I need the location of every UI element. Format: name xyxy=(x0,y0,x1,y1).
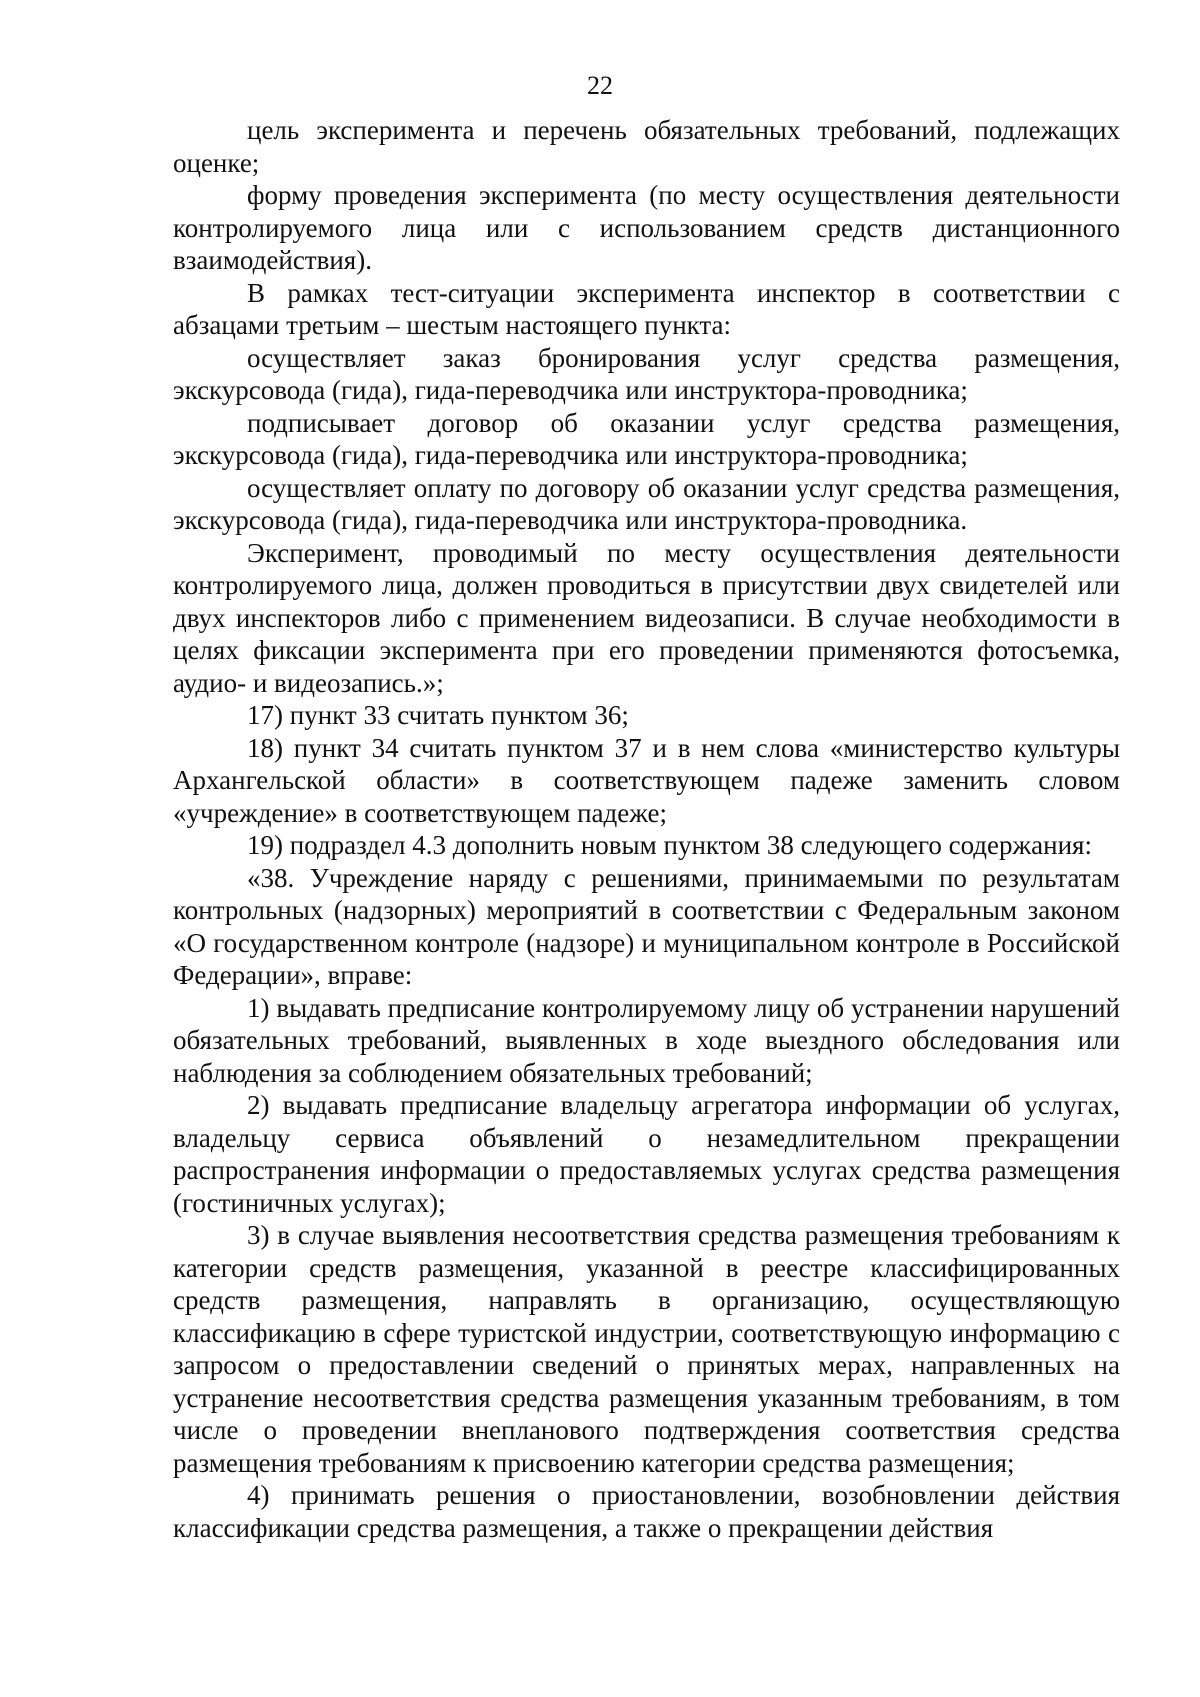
paragraph: 1) выдавать предписание контролируемому лицу об устранении нарушений обязательных требований, выявленных в ходе выездного обследования или наблюдения за соблюдением обязательных требований; xyxy=(173,992,1120,1088)
paragraph: подписывает договор об оказании услуг средства размещения, экскурсовода (гида), гида-переводчика или инструктора-проводника; xyxy=(173,407,1120,470)
paragraph: осуществляет заказ бронирования услуг средства размещения, экскурсовода (гида), гида-переводчика или инструктора-проводника; xyxy=(173,342,1120,405)
page-number: 22 xyxy=(587,71,613,100)
paragraph: цель эксперимента и перечень обязательных требований, подлежащих оценке; xyxy=(173,115,1120,178)
paragraph: 18) пункт 34 считать пунктом 37 и в нем слова «министерство культуры Архангельской области» в соответствующем падеже заменить словом «учреждение» в соответствующем падеже; xyxy=(173,732,1120,828)
document-body xyxy=(173,114,1120,1544)
paragraph: 4) принимать решения о приостановлении, возобновлении действия классификации средства размещения, а также о прекращении действия xyxy=(173,1480,1120,1543)
paragraph: 3) в случае выявления несоответствия средства размещения требованиям к категории средств размещения, указанной в реестре классифицированных средств размещения, направлять в организацию, осуществляющую классификацию в сфере туристской индустрии, соответствующую информацию с запросом о предоставлении сведений о принятых мерах, направленных на устранение несоответствия средства размещения указанным требованиям, в том числе о проведении внепланового подтверждения соответствия средства размещения требованиям к присвоению категории средства размещения; xyxy=(173,1220,1120,1478)
paragraph: форму проведения эксперимента (по месту осуществления деятельности контролируемого лица или с использованием средств дистанционного взаимодействия). xyxy=(173,180,1120,275)
paragraph: 17) пункт 33 считать пунктом 36; xyxy=(247,700,629,730)
paragraph: Эксперимент, проводимый по месту осуществления деятельности контролируемого лица, должен проводиться в присутствии двух свидетелей или двух инспекторов либо с применением видеозаписи. В случае необходимости в целях фиксации эксперимента при его проведении применяются фотосъемка, аудио- и видеозапись.»; xyxy=(173,537,1120,698)
paragraph: осуществляет оплату по договору об оказании услуг средства размещения, экскурсовода (гида), гида-переводчика или инструктора-проводника. xyxy=(173,472,1120,535)
paragraph: 19) подраздел 4.3 дополнить новым пунктом 38 следующего содержания: xyxy=(247,830,1092,860)
paragraph: 2) выдавать предписание владельцу агрегатора информации об услугах, владельцу сервиса объявлений о незамедлительном прекращении распространения информации о предоставляемых услугах средства размещения (гостиничных услугах); xyxy=(173,1090,1120,1218)
paragraph: «38. Учреждение наряду с решениями, принимаемыми по результатам контрольных (надзорных) мероприятий в соответствии с Федеральным законом «О государственном контроле (надзоре) и муниципальном контроле в Российской Федерации», вправе: xyxy=(173,862,1120,990)
paragraph: В рамках тест-ситуации эксперимента инспектор в соответствии с абзацами третьим – шестым настоящего пункта: xyxy=(173,277,1120,340)
